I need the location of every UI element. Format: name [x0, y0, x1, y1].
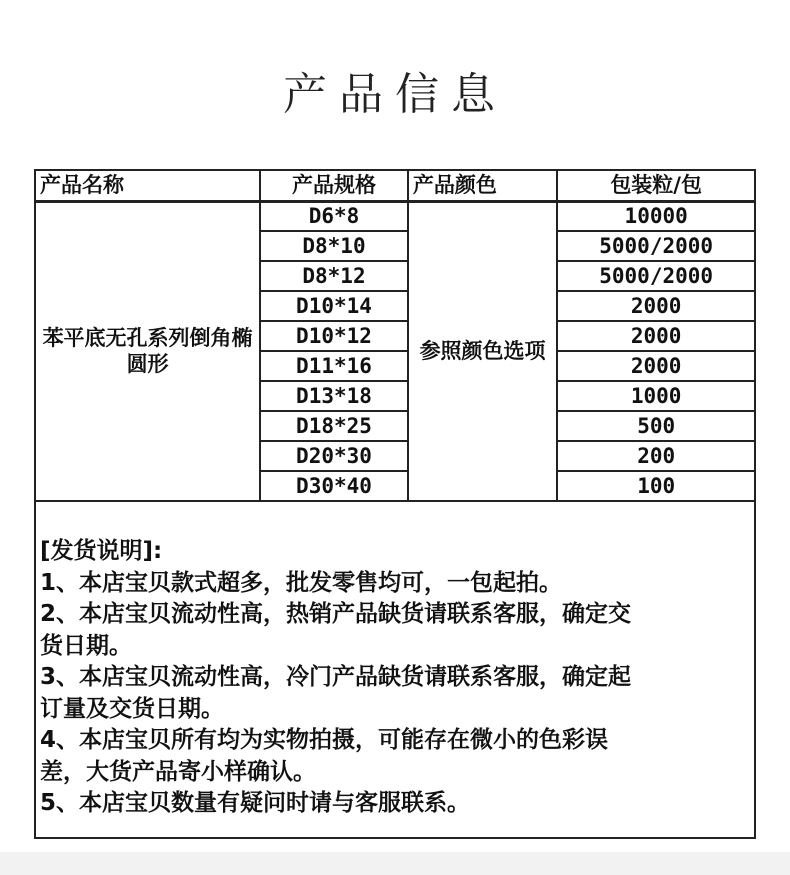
header-spec: 产品规格 [260, 170, 408, 201]
header-product-name: 产品名称 [35, 170, 260, 201]
spec-cell: D30*40 [260, 471, 408, 501]
product-info-table [34, 169, 756, 502]
pack-qty-cell: 5000/2000 [557, 231, 755, 261]
pack-qty-cell: 2000 [557, 291, 755, 321]
spec-cell: D10*14 [260, 291, 408, 321]
note-line: 3、本店宝贝流动性高，冷门产品缺货请联系客服，确定起 [40, 664, 632, 690]
pack-qty-cell: 500 [557, 411, 755, 441]
header-color: 产品颜色 [408, 170, 557, 201]
spec-cell: D6*8 [260, 201, 408, 231]
product-name-cell: 苯平底无孔系列倒角椭圆形 [35, 201, 260, 501]
note-line: 订量及交货日期。 [40, 695, 224, 722]
pack-qty-cell: 1000 [557, 381, 755, 411]
note-line: 差，大货产品寄小样确认。 [40, 758, 316, 785]
pack-qty-cell: 5000/2000 [557, 261, 755, 291]
note-line: 4、本店宝贝所有均为实物拍摄，可能存在微小的色彩误 [40, 727, 609, 753]
note-line: 货日期。 [40, 632, 132, 659]
spec-cell: D8*10 [260, 231, 408, 261]
page-title: 产品信息 [283, 69, 507, 120]
table-row [35, 201, 755, 231]
pack-qty-cell: 2000 [557, 351, 755, 381]
note-line: 5、本店宝贝数量有疑问时请与客服联系。 [40, 790, 471, 816]
note-line: 2、本店宝贝流动性高，热销产品缺货请联系客服，确定交 [40, 601, 632, 627]
shipping-notes [34, 500, 756, 839]
spec-cell: D8*12 [260, 261, 408, 291]
pack-qty-cell: 2000 [557, 321, 755, 351]
color-cell: 参照颜色选项 [408, 201, 557, 501]
pack-qty-cell: 100 [557, 471, 755, 501]
note-line: 1、本店宝贝款式超多，批发零售均可，一包起拍。 [40, 569, 563, 596]
bottom-band [0, 852, 790, 875]
header-pack-qty: 包装粒/包 [557, 170, 755, 201]
spec-cell: D13*18 [260, 381, 408, 411]
spec-cell: D20*30 [260, 441, 408, 471]
pack-qty-cell: 10000 [557, 201, 755, 231]
spec-cell: D10*12 [260, 321, 408, 351]
spec-cell: D18*25 [260, 411, 408, 441]
table-header-row [35, 170, 755, 201]
pack-qty-cell: 200 [557, 441, 755, 471]
notes-heading: [发货说明]: [40, 538, 163, 564]
spec-cell: D11*16 [260, 351, 408, 381]
